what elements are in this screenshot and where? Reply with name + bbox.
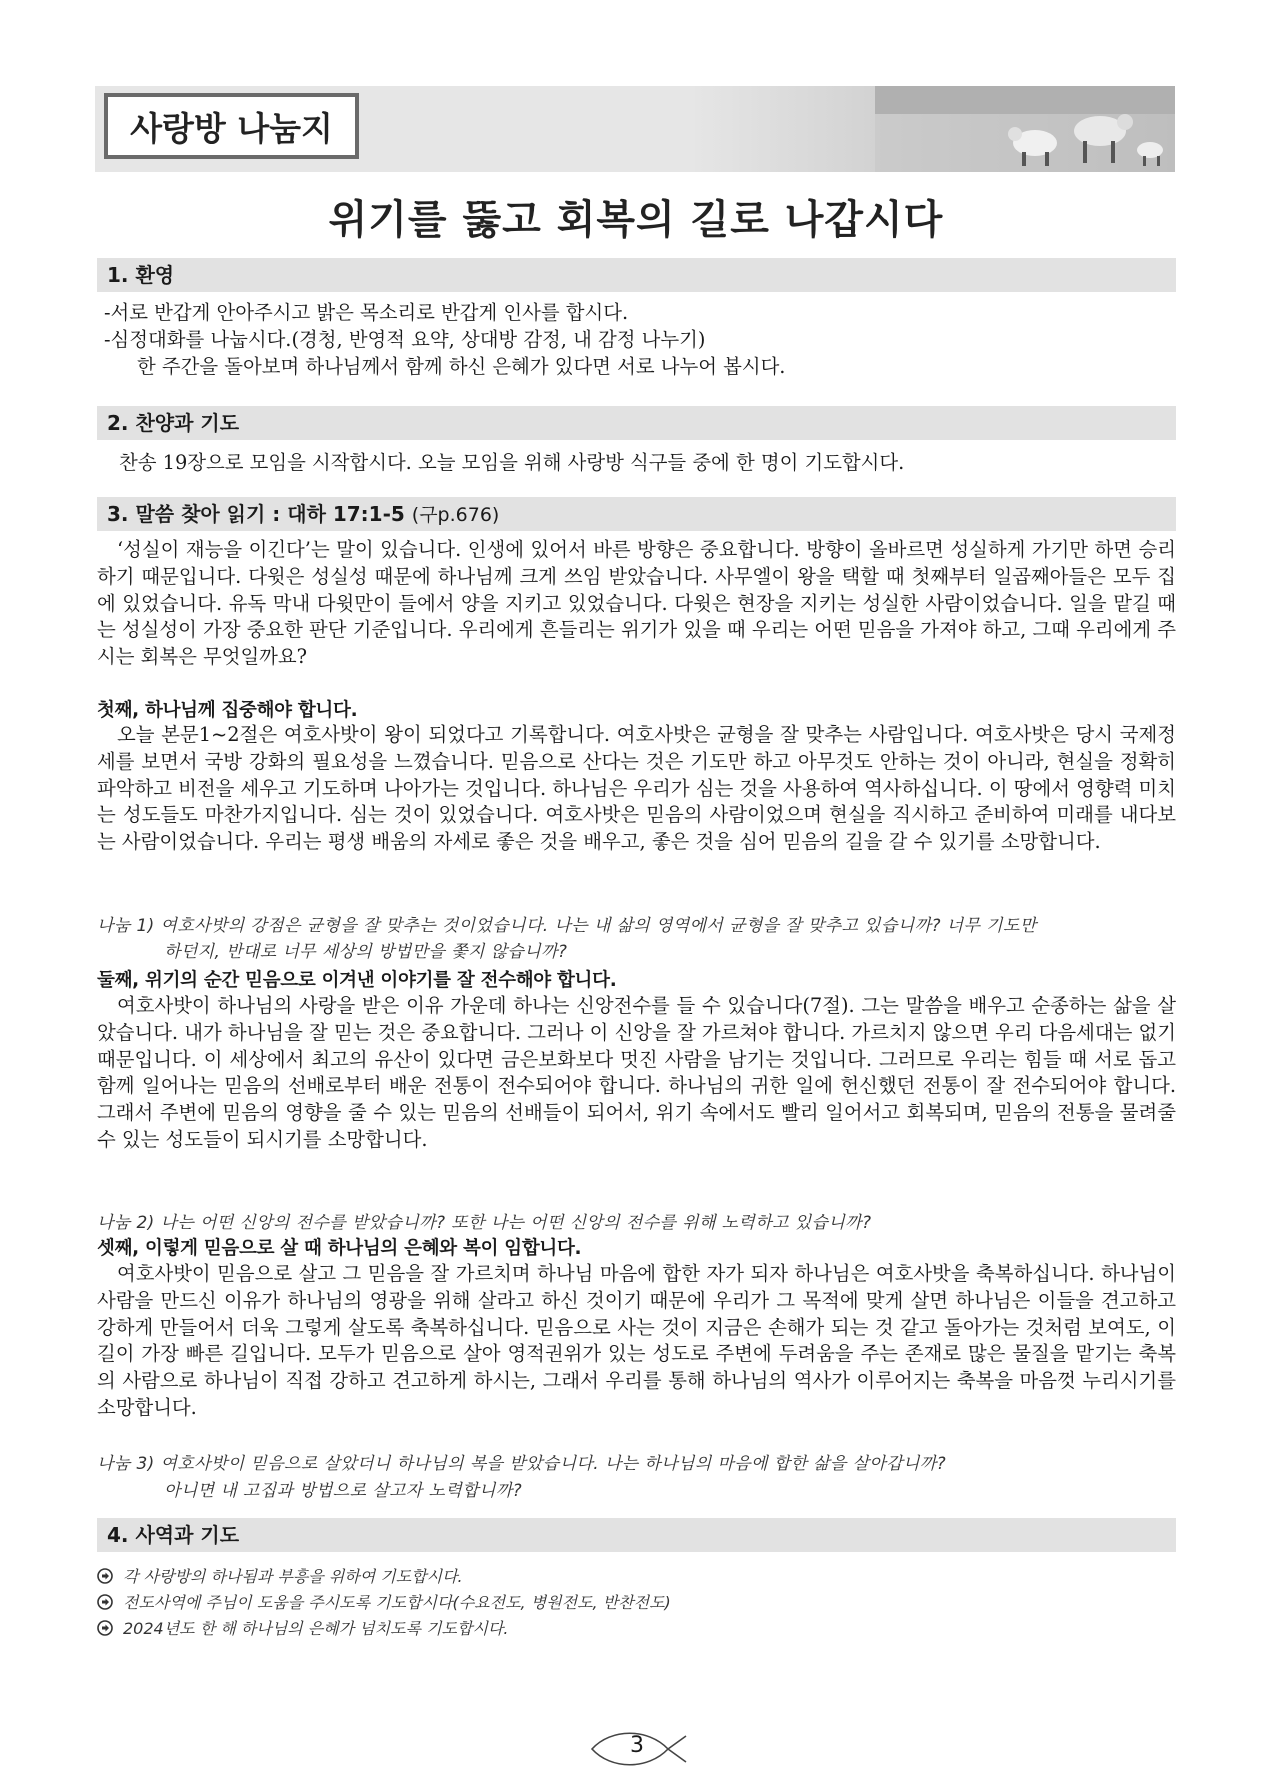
arrow-circle-icon (97, 1568, 113, 1584)
point-1-paragraph (97, 722, 1176, 856)
share-3-line-2: 아니면 내 고집과 방법으로 살고자 노력합니까? (164, 1481, 523, 1501)
section-heading-scripture (97, 497, 1176, 531)
section-heading-ministry: 4. 사역과 기도 (97, 1518, 1176, 1552)
point-2-heading: 둘째, 위기의 순간 믿음으로 이겨낸 이야기를 잘 전수해야 합니다. (97, 970, 617, 991)
ministry-item (97, 1564, 463, 1587)
sheep-photo-image (875, 86, 1175, 172)
arrow-circle-icon (97, 1620, 113, 1636)
page-number (586, 1726, 696, 1772)
section-heading-worship: 2. 찬양과 기도 (97, 406, 1176, 440)
welcome-line-2: -심정대화를 나눕시다.(경청, 반영적 요약, 상대방 감정, 내 감정 나누기) (104, 328, 706, 351)
share-1-line-2: 하던지, 반대로 너무 세상의 방법만을 쫓지 않습니까? (164, 942, 568, 962)
scripture-heading-text: 3. 말씀 찾아 읽기 : 대하 17:1-5 (107, 502, 405, 526)
point-2-text: 여호사밧이 하나님의 사랑을 받은 이유 가운데 하나는 신앙전수를 들 수 있습니다(7절). 그는 말씀을 배우고 순종하는 삶을 살았습니다. 내가 하나님을 잘 믿는 것은 중요합니다. 그러나 이 신앙을 잘 가르쳐야 합니다. 가르치지 않으면 우리 다음세대는 없기 때문입니다. 이 세상에서 최고의 유산이 있다면 금은보화보다 멋진 사람을 남기는 것입니다. 그러므로 우리는 힘들 때 서로 돕고 함께 일어나는 믿음의 선배로부터 배운 전통이 전수되어야 합니다. 하나님의 귀한 일에 헌신했던 전통이 잘 전수되어야 합니다. 그래서 주변에 믿음의 영향을 줄 수 있는 믿음의 선배들이 되어서, 위기 속에서도 빨리 일어서고 회복되며, 믿음의 전통을 물려줄 수 있는 성도들이 되시기를 소망합니다. (97, 994, 1176, 1151)
welcome-line-1: -서로 반갑게 안아주시고 밝은 목소리로 반갑게 인사를 합시다. (104, 301, 629, 324)
intro-text: ‘성실이 재능을 이긴다’는 말이 있습니다. 인생에 있어서 바른 방향은 중요합니다. 방향이 올바르면 성실하게 가기만 하면 승리하기 때문입니다. 다윗은 성실성 때문에 하나님께 크게 쓰임 받았습니다. 사무엘이 왕을 택할 때 첫째부터 일곱째아들은 모두 집에 있었습니다. 유독 막내 다윗만이 들에서 양을 지키고 있었습니다. 다윗은 현장을 지키는 성실한 사람이었습니다. 일을 맡길 때는 성실성이 가장 중요한 판단 기준입니다. 우리에게 흔들리는 위기가 있을 때 우리는 어떤 믿음을 가져야 하고, 그때 우리에게 주시는 회복은 무엇일까요? (97, 538, 1176, 669)
point-1-heading: 첫째, 하나님께 집중해야 합니다. (97, 700, 358, 721)
ministry-item-text: 각 사랑방의 하나됨과 부흥을 위하여 기도합시다. (123, 1567, 463, 1586)
share-3-line-1: 나눔 3) 여호사밧이 믿음으로 살았더니 하나님의 복을 받았습니다. 나는 하나님의 마음에 합한 삶을 살아갑니까? (97, 1454, 947, 1474)
share-2-line: 나눔 2) 나는 어떤 신앙의 전수를 받았습니까? 또한 나는 어떤 신앙의 전수를 위해 노력하고 있습니까? (97, 1213, 872, 1233)
page-number-text: 3 (630, 1733, 644, 1758)
ministry-item-text: 전도사역에 주님이 도움을 주시도록 기도합시다(수요전도, 병원전도, 반찬전도) (123, 1593, 671, 1612)
arrow-circle-icon (97, 1594, 113, 1610)
ministry-item (97, 1590, 671, 1613)
point-3-heading: 셋째, 이렇게 믿음으로 살 때 하나님의 은혜와 복이 임합니다. (97, 1238, 582, 1259)
point-3-text: 여호사밧이 믿음으로 살고 그 믿음을 잘 가르치며 하나님 마음에 합한 자가 되자 하나님은 여호사밧을 축복하십니다. 하나님이 사람을 만드신 이유가 하나님의 영광을 위해 살라고 하신 것이기 때문에 우리가 그 목적에 맞게 살면 하나님은 이들을 견고하고 강하게 만들어서 더욱 그렇게 살도록 축복하십니다. 믿음으로 사는 것이 지금은 손해가 되는 것 같고 돌아가는 것처럼 보여도, 이 길이 가장 빠른 길입니다. 모두가 믿음으로 살아 영적권위가 있는 성도로 주변에 두려움을 주는 존재로 많은 물질을 맡기는 축복의 사람으로 하나님이 직접 강하고 견고하게 하시는, 그래서 우리를 통해 하나님의 역사가 이루어지는 축복을 마음껏 누리시기를 소망합니다. (97, 1262, 1176, 1419)
point-2-paragraph (97, 993, 1176, 1154)
point-1-text: 오늘 본문1~2절은 여호사밧이 왕이 되었다고 기록합니다. 여호사밧은 균형을 잘 맞추는 사람입니다. 여호사밧은 당시 국제정세를 보면서 국방 강화의 필요성을 느꼈습니다. 믿음으로 산다는 것은 기도만 하고 아무것도 안하는 것이 아니라, 현실을 정확히 파악하고 비전을 세우고 기도하며 나아가는 것입니다. 하나님은 우리가 심는 것을 사용하여 역사하십니다. 이 땅에서 영향력 미치는 성도들도 마찬가지입니다. 심는 것이 있었습니다. 여호사밧은 믿음의 사람이었으며 현실을 직시하고 준비하여 미래를 내다보는 사람이었습니다. 우리는 평생 배움의 자세로 좋은 것을 배우고, 좋은 것을 심어 믿음의 길을 갈 수 있기를 소망합니다. (97, 723, 1176, 854)
page-title: 위기를 뚫고 회복의 길로 나갑시다 (328, 197, 944, 243)
worship-line: 찬송 19장으로 모임을 시작합시다. 오늘 모임을 위해 사랑방 식구들 중에 한 명이 기도합시다. (119, 451, 905, 474)
ministry-item-text: 2024년도 한 해 하나님의 은혜가 넘치도록 기도합시다. (123, 1619, 509, 1638)
intro-paragraph (97, 537, 1176, 671)
welcome-line-3: 한 주간을 돌아보며 하나님께서 함께 하신 은혜가 있다면 서로 나누어 봅시다. (137, 355, 786, 378)
share-1-line-1: 나눔 1) 여호사밧의 강점은 균형을 잘 맞추는 것이었습니다. 나는 내 삶의 영역에서 균형을 잘 맞추고 있습니까? 너무 기도만 (97, 916, 1037, 936)
header-badge: 사랑방 나눔지 (104, 93, 359, 159)
point-3-paragraph (97, 1261, 1176, 1422)
section-heading-welcome: 1. 환영 (97, 258, 1176, 292)
scripture-ref: (구p.676) (411, 504, 500, 526)
ministry-item (97, 1616, 508, 1639)
